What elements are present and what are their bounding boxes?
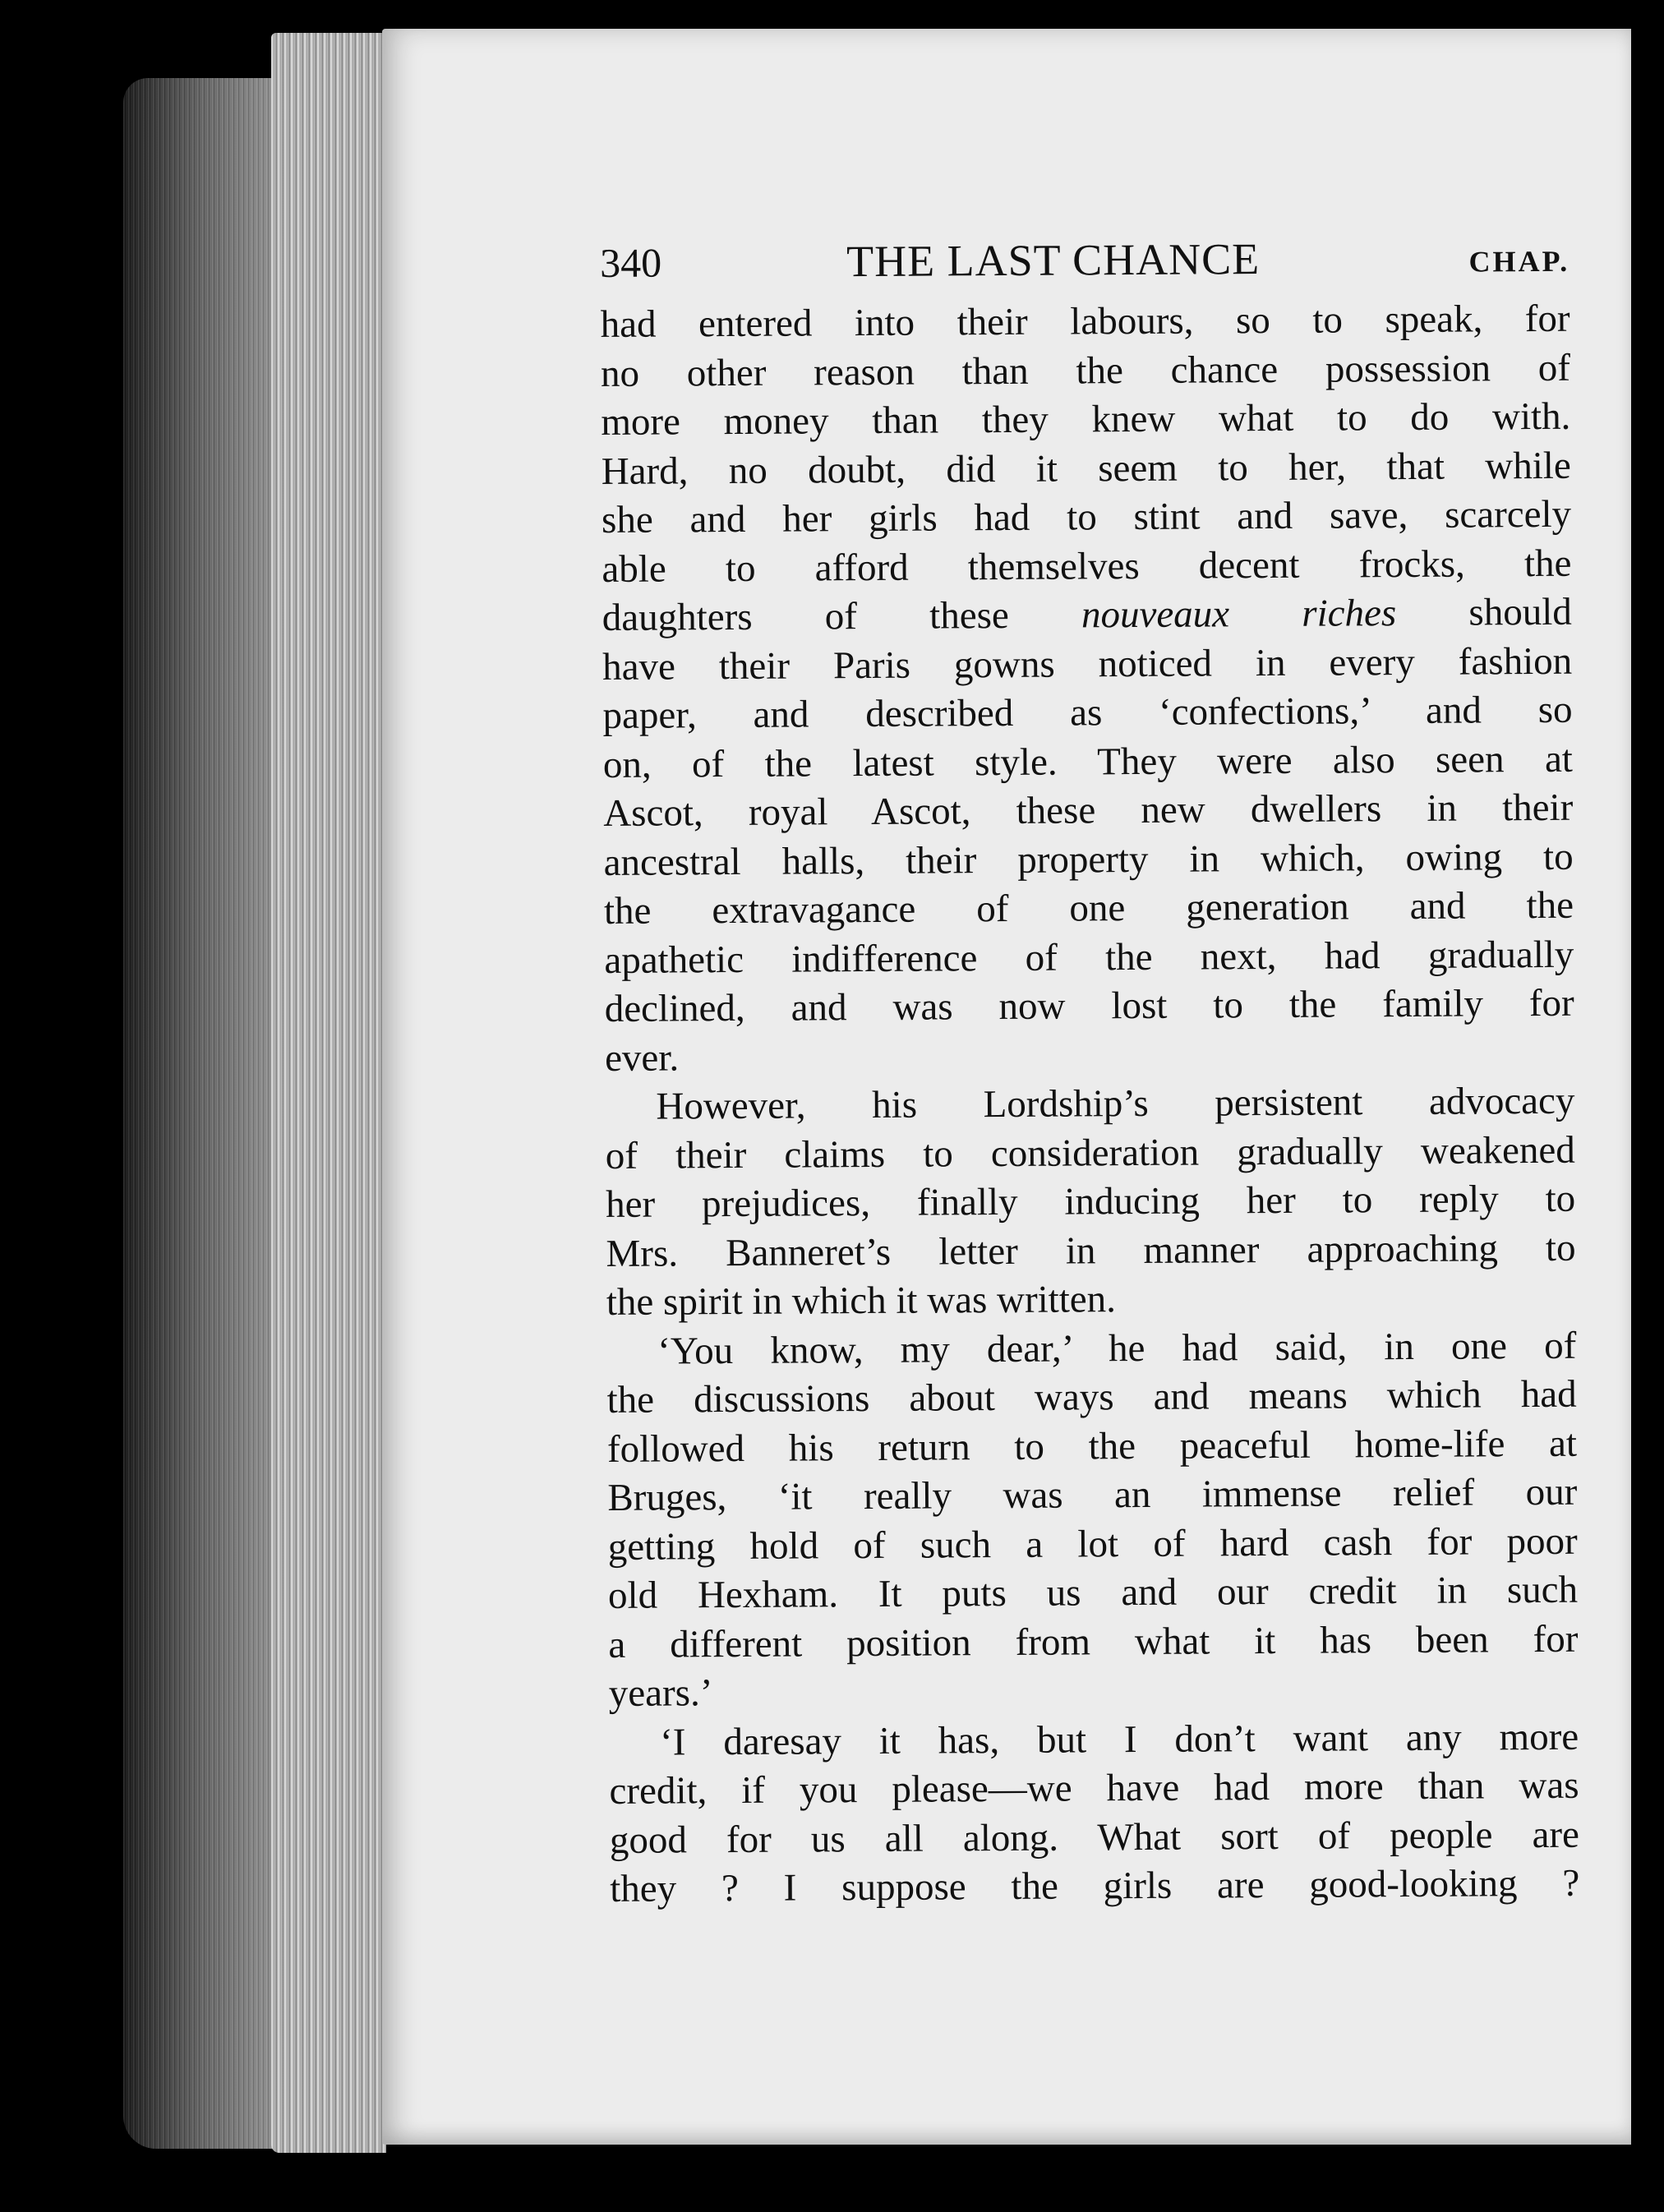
text-segment: should xyxy=(1396,590,1572,635)
text-line: the spirit in which it was written. xyxy=(606,1278,1117,1324)
page-edges xyxy=(271,33,386,2153)
italic-phrase: nouveaux riches xyxy=(1081,592,1397,637)
text-line: declined, and was now lost to the family for xyxy=(604,981,1574,1030)
text-line: However, his Lordship’s persistent advocacy xyxy=(656,1079,1575,1128)
text-line: followed his return to the peaceful home-life at xyxy=(606,1422,1578,1471)
text-line: the discussions about ways and means which had xyxy=(606,1372,1577,1422)
text-line: old Hexham. It puts us and our credit in such xyxy=(607,1568,1579,1617)
chapter-label: CHAP. xyxy=(1468,244,1570,279)
text-line: her prejudices, finally inducing her to reply to xyxy=(606,1177,1576,1226)
text-line: paper, and described as ‘confections,’ and so xyxy=(602,688,1573,737)
text-line: she and her girls had to stint and save, scarcely xyxy=(601,492,1572,541)
text-line: ‘I daresay it has, but I don’t want any more xyxy=(660,1715,1579,1764)
text-line: Hard, no doubt, did it seem to her, that while xyxy=(601,444,1571,493)
running-title: THE LAST CHANCE xyxy=(846,234,1261,287)
text-line: Mrs. Banneret’s letter in manner approaching to xyxy=(606,1226,1576,1275)
text-segment: daughters of these xyxy=(602,593,1082,639)
text-line: Ascot, royal Ascot, these new dwellers in their xyxy=(603,786,1574,835)
text-line: on, of the latest style. They were also seen at xyxy=(602,737,1574,786)
text-line-with-italic xyxy=(602,588,1572,643)
text-line: ancestral halls, their property in which, owing to xyxy=(603,835,1574,884)
text-line: able to afford themselves decent frocks, the xyxy=(602,541,1572,591)
text-line: more money than they knew what to do with. xyxy=(601,394,1571,444)
text-line: Bruges, ‘it really was an immense relief our xyxy=(607,1470,1578,1519)
text-block xyxy=(600,233,1579,1915)
page-number: 340 xyxy=(600,239,662,286)
text-line: good for us all along. What sort of people are xyxy=(609,1813,1580,1862)
text-line: a different position from what it has been for xyxy=(608,1617,1579,1666)
text-line: of their claims to consideration gradually weakened xyxy=(605,1128,1575,1177)
text-line: they ? I suppose the girls are good-looking ? xyxy=(610,1861,1580,1910)
text-line: ‘You know, my dear,’ he had said, in one of xyxy=(657,1324,1577,1373)
text-line: had entered into their labours, so to speak, for xyxy=(600,297,1570,346)
text-line: years.’ xyxy=(608,1671,713,1715)
body-text xyxy=(600,295,1579,1915)
running-head xyxy=(600,233,1570,296)
text-line: have their Paris gowns noticed in every fashion xyxy=(602,639,1573,689)
text-line: getting hold of such a lot of hard cash for poor xyxy=(607,1519,1578,1569)
text-line: credit, if you please—we have had more than was xyxy=(609,1763,1579,1813)
text-line: the extravagance of one generation and the xyxy=(603,883,1574,933)
text-line: apathetic indifference of the next, had gradually xyxy=(604,933,1574,982)
text-line: ever. xyxy=(604,1035,680,1080)
text-line: no other reason than the chance possession of xyxy=(600,346,1571,395)
